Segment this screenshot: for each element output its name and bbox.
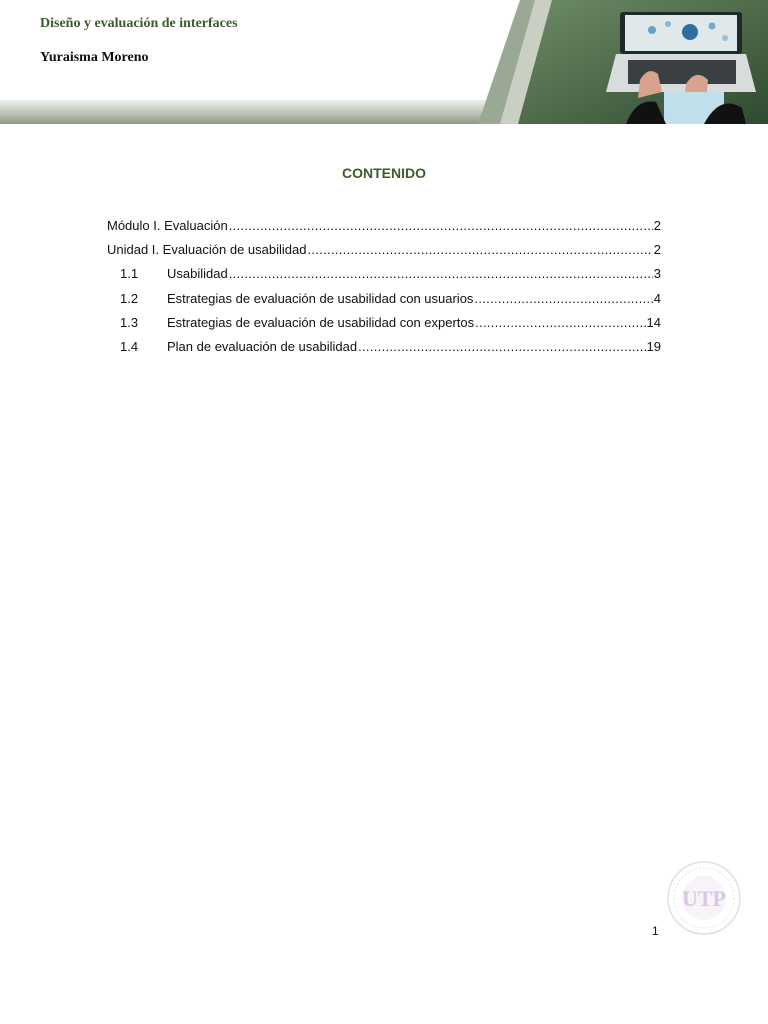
toc-entry-page: 4 [653, 290, 661, 306]
university-seal-icon [666, 860, 742, 936]
toc-leader-dots [358, 339, 645, 354]
toc-entry-number: 1.1 [120, 266, 139, 282]
toc-entry-label: Estrategias de evaluación de usabilidad con usuarios [167, 290, 474, 306]
toc-entry-label: Plan de evaluación de usabilidad [167, 338, 358, 354]
page-number: 1 [652, 924, 659, 938]
toc-leader-dots [474, 291, 652, 306]
toc-entry-page: 19 [646, 338, 661, 354]
toc-entry-page: 2 [653, 242, 661, 258]
toc-entry-label: Módulo I. Evaluación [107, 218, 228, 233]
seal-text: UTP [682, 886, 726, 911]
toc-entry[interactable] [107, 339, 661, 363]
toc-entry-number: 1.3 [120, 314, 139, 330]
toc-entry-label: Usabilidad [167, 266, 228, 282]
toc-entry-label: Estrategias de evaluación de usabilidad con expertos [167, 314, 475, 330]
toc-entry-label: Unidad I. Evaluación de usabilidad [107, 242, 307, 258]
author-name: Yuraisma Moreno [40, 50, 149, 65]
toc-entry-page: 3 [653, 266, 661, 282]
toc-entry-number: 1.2 [120, 290, 139, 306]
course-title: Diseño y evaluación de interfaces [40, 16, 238, 31]
toc-entry[interactable] [107, 218, 661, 242]
page-header [0, 0, 768, 124]
toc-leader-dots [229, 218, 653, 233]
toc-entry[interactable] [107, 266, 661, 290]
toc-leader-dots [307, 242, 652, 257]
toc-entry[interactable] [107, 242, 661, 266]
toc-entry-page: 14 [646, 314, 661, 330]
toc-leader-dots [475, 315, 645, 330]
table-of-contents [107, 218, 661, 363]
toc-entry[interactable] [107, 315, 661, 339]
toc-entry-page: 2 [653, 218, 661, 233]
toc-heading: CONTENIDO [342, 165, 426, 181]
toc-leader-dots [229, 266, 653, 281]
toc-entry[interactable] [107, 291, 661, 315]
toc-entry-number: 1.4 [120, 338, 139, 354]
